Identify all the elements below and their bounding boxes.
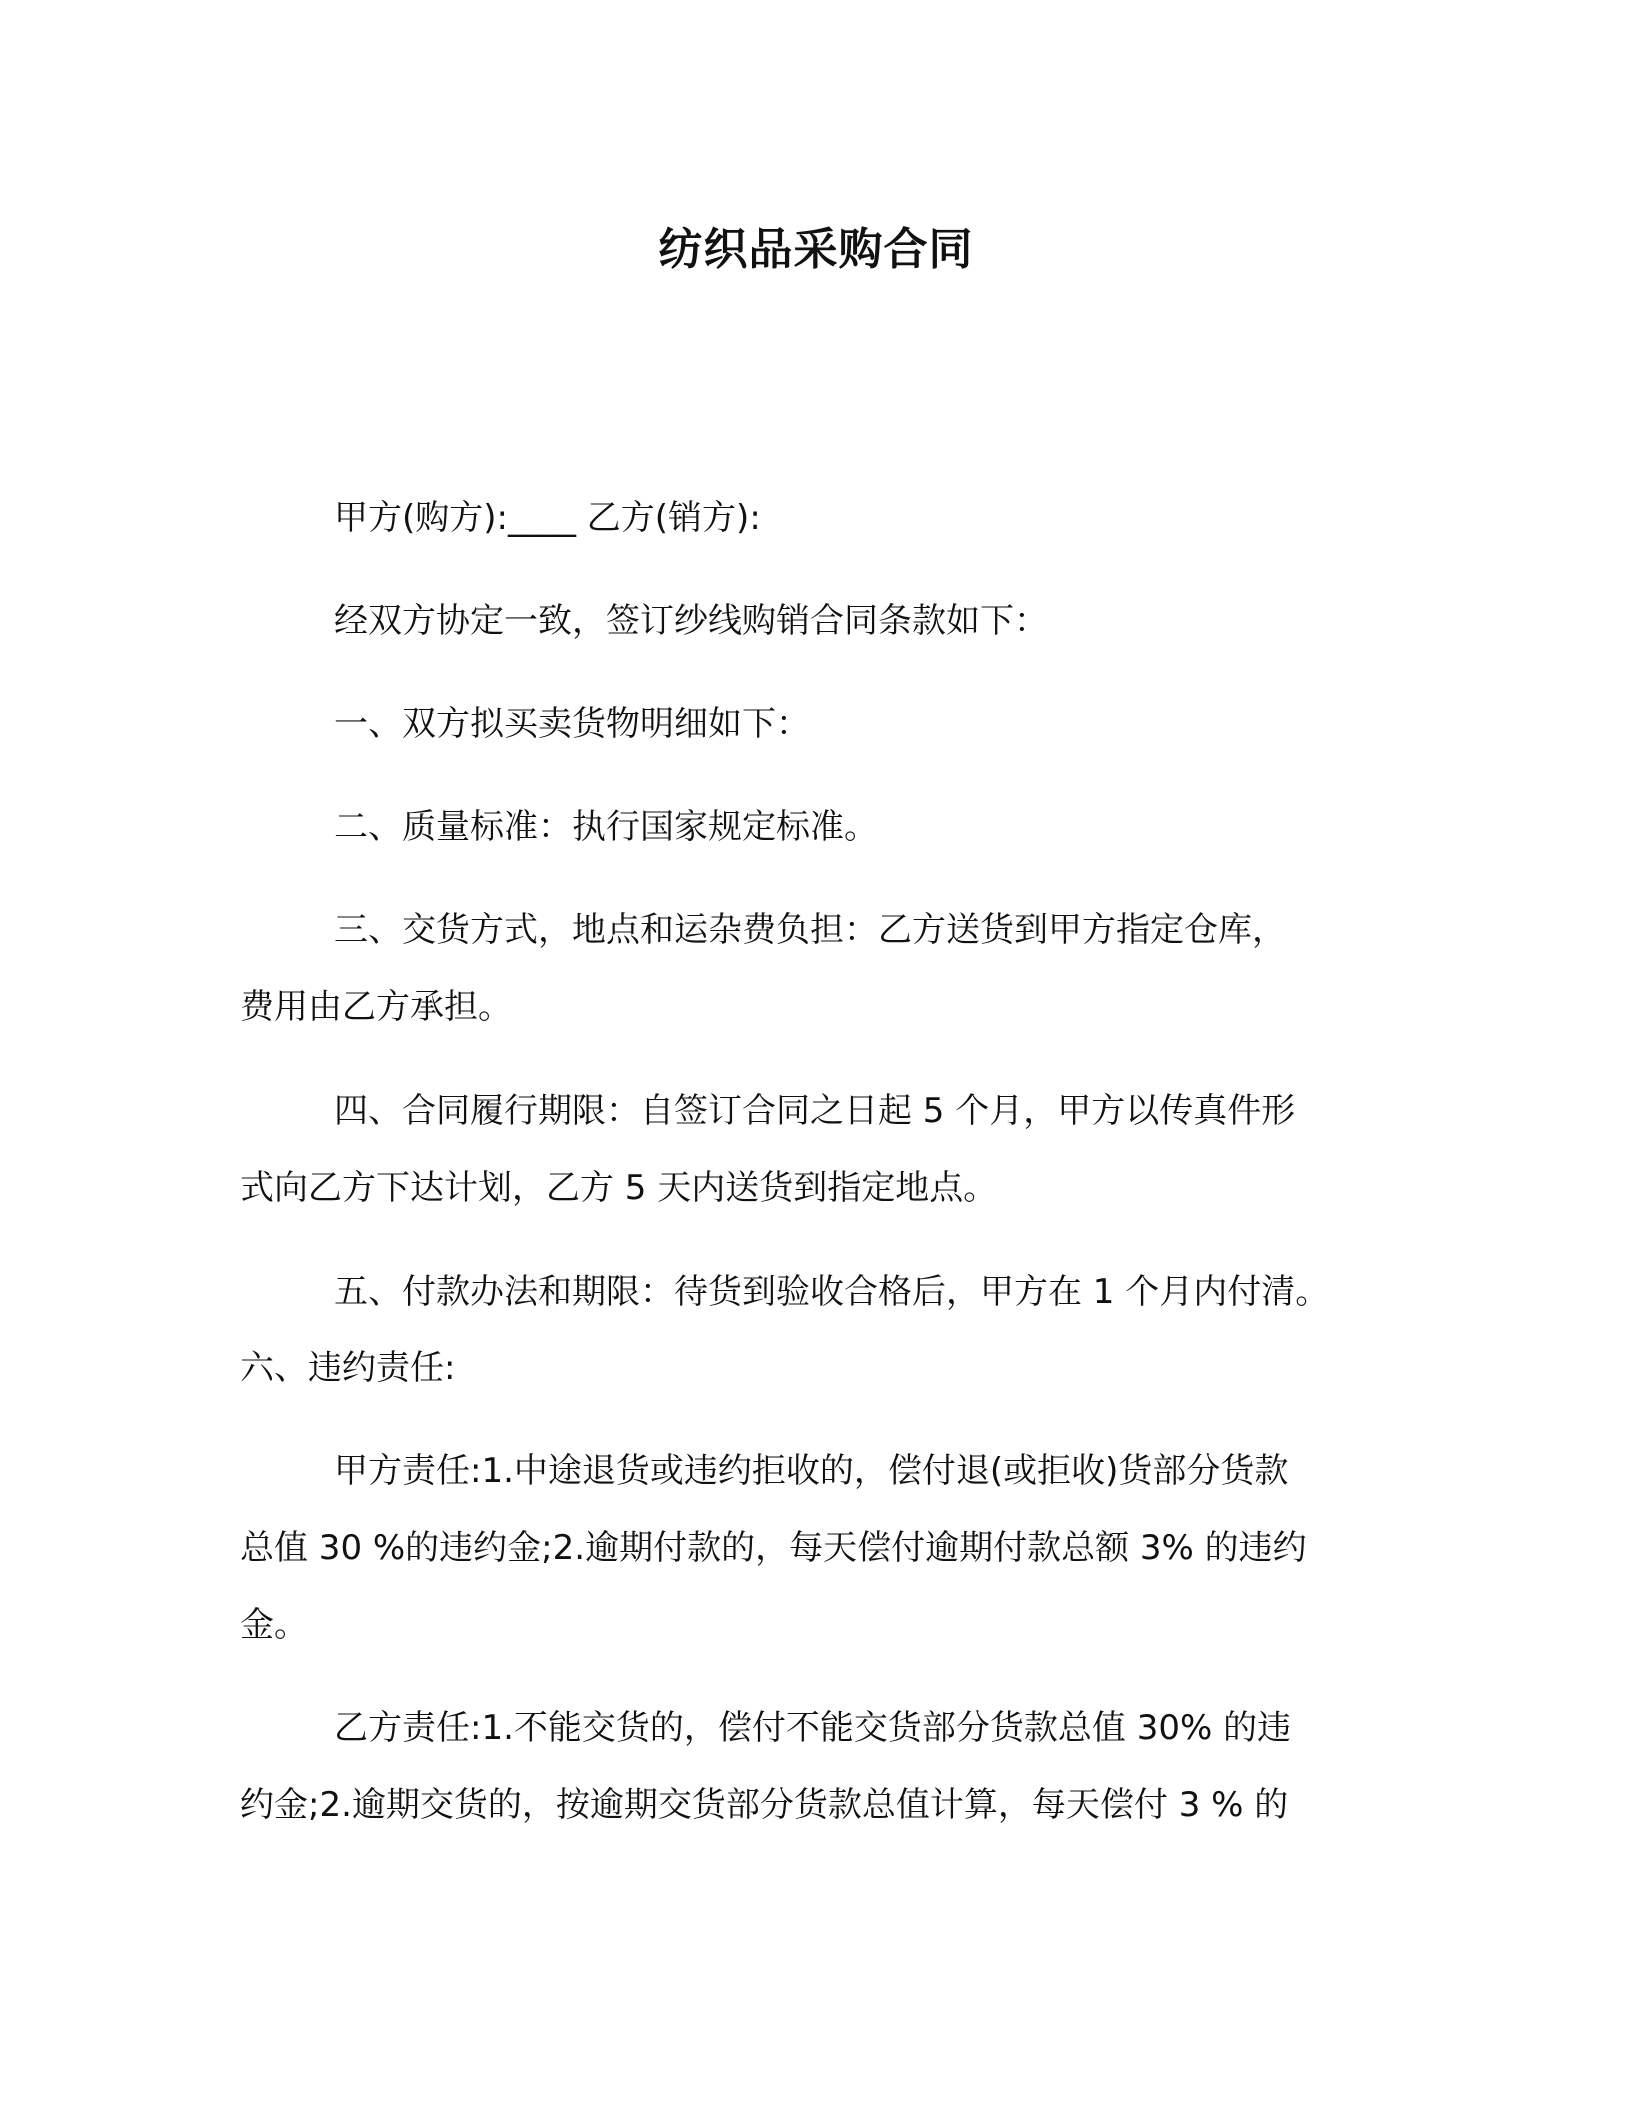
clause-4-line-1: 四、合同履行期限：自签订合同之日起 5 个月，甲方以传真件形 (334, 1091, 1296, 1131)
parties-line: 甲方(购方):____ 乙方(销方): (334, 498, 761, 538)
party-a-liability-line-1: 甲方责任:1.中途退货或违约拒收的，偿付退(或拒收)货部分货款 (334, 1451, 1289, 1491)
clause-3-line-1: 三、交货方式，地点和运杂费负担：乙方送货到甲方指定仓库， (334, 910, 1286, 950)
party-a-liability-line-2: 总值 30 %的违约金;2.逾期付款的，每天偿付逾期付款总额 3% 的违约 (240, 1528, 1307, 1568)
clause-2: 二、质量标准：执行国家规定标准。 (334, 807, 878, 847)
party-b-liability-line-1: 乙方责任:1.不能交货的，偿付不能交货部分货款总值 30% 的违 (334, 1708, 1292, 1748)
party-a-liability-line-3: 金。 (240, 1605, 308, 1645)
clause-5: 五、付款办法和期限：待货到验收合格后，甲方在 1 个月内付清。 (334, 1272, 1330, 1312)
clause-3-line-2: 费用由乙方承担。 (240, 987, 512, 1027)
document-title: 纺织品采购合同 (658, 224, 974, 275)
party-b-liability-line-2: 约金;2.逾期交货的，按逾期交货部分货款总值计算，每天偿付 3 % 的 (240, 1785, 1289, 1825)
clause-6-heading: 六、违约责任: (240, 1348, 456, 1388)
clause-4-line-2: 式向乙方下达计划，乙方 5 天内送货到指定地点。 (240, 1168, 998, 1208)
intro-line: 经双方协定一致，签订纱线购销合同条款如下： (334, 601, 1048, 641)
clause-1: 一、双方拟买卖货物明细如下： (334, 704, 810, 744)
